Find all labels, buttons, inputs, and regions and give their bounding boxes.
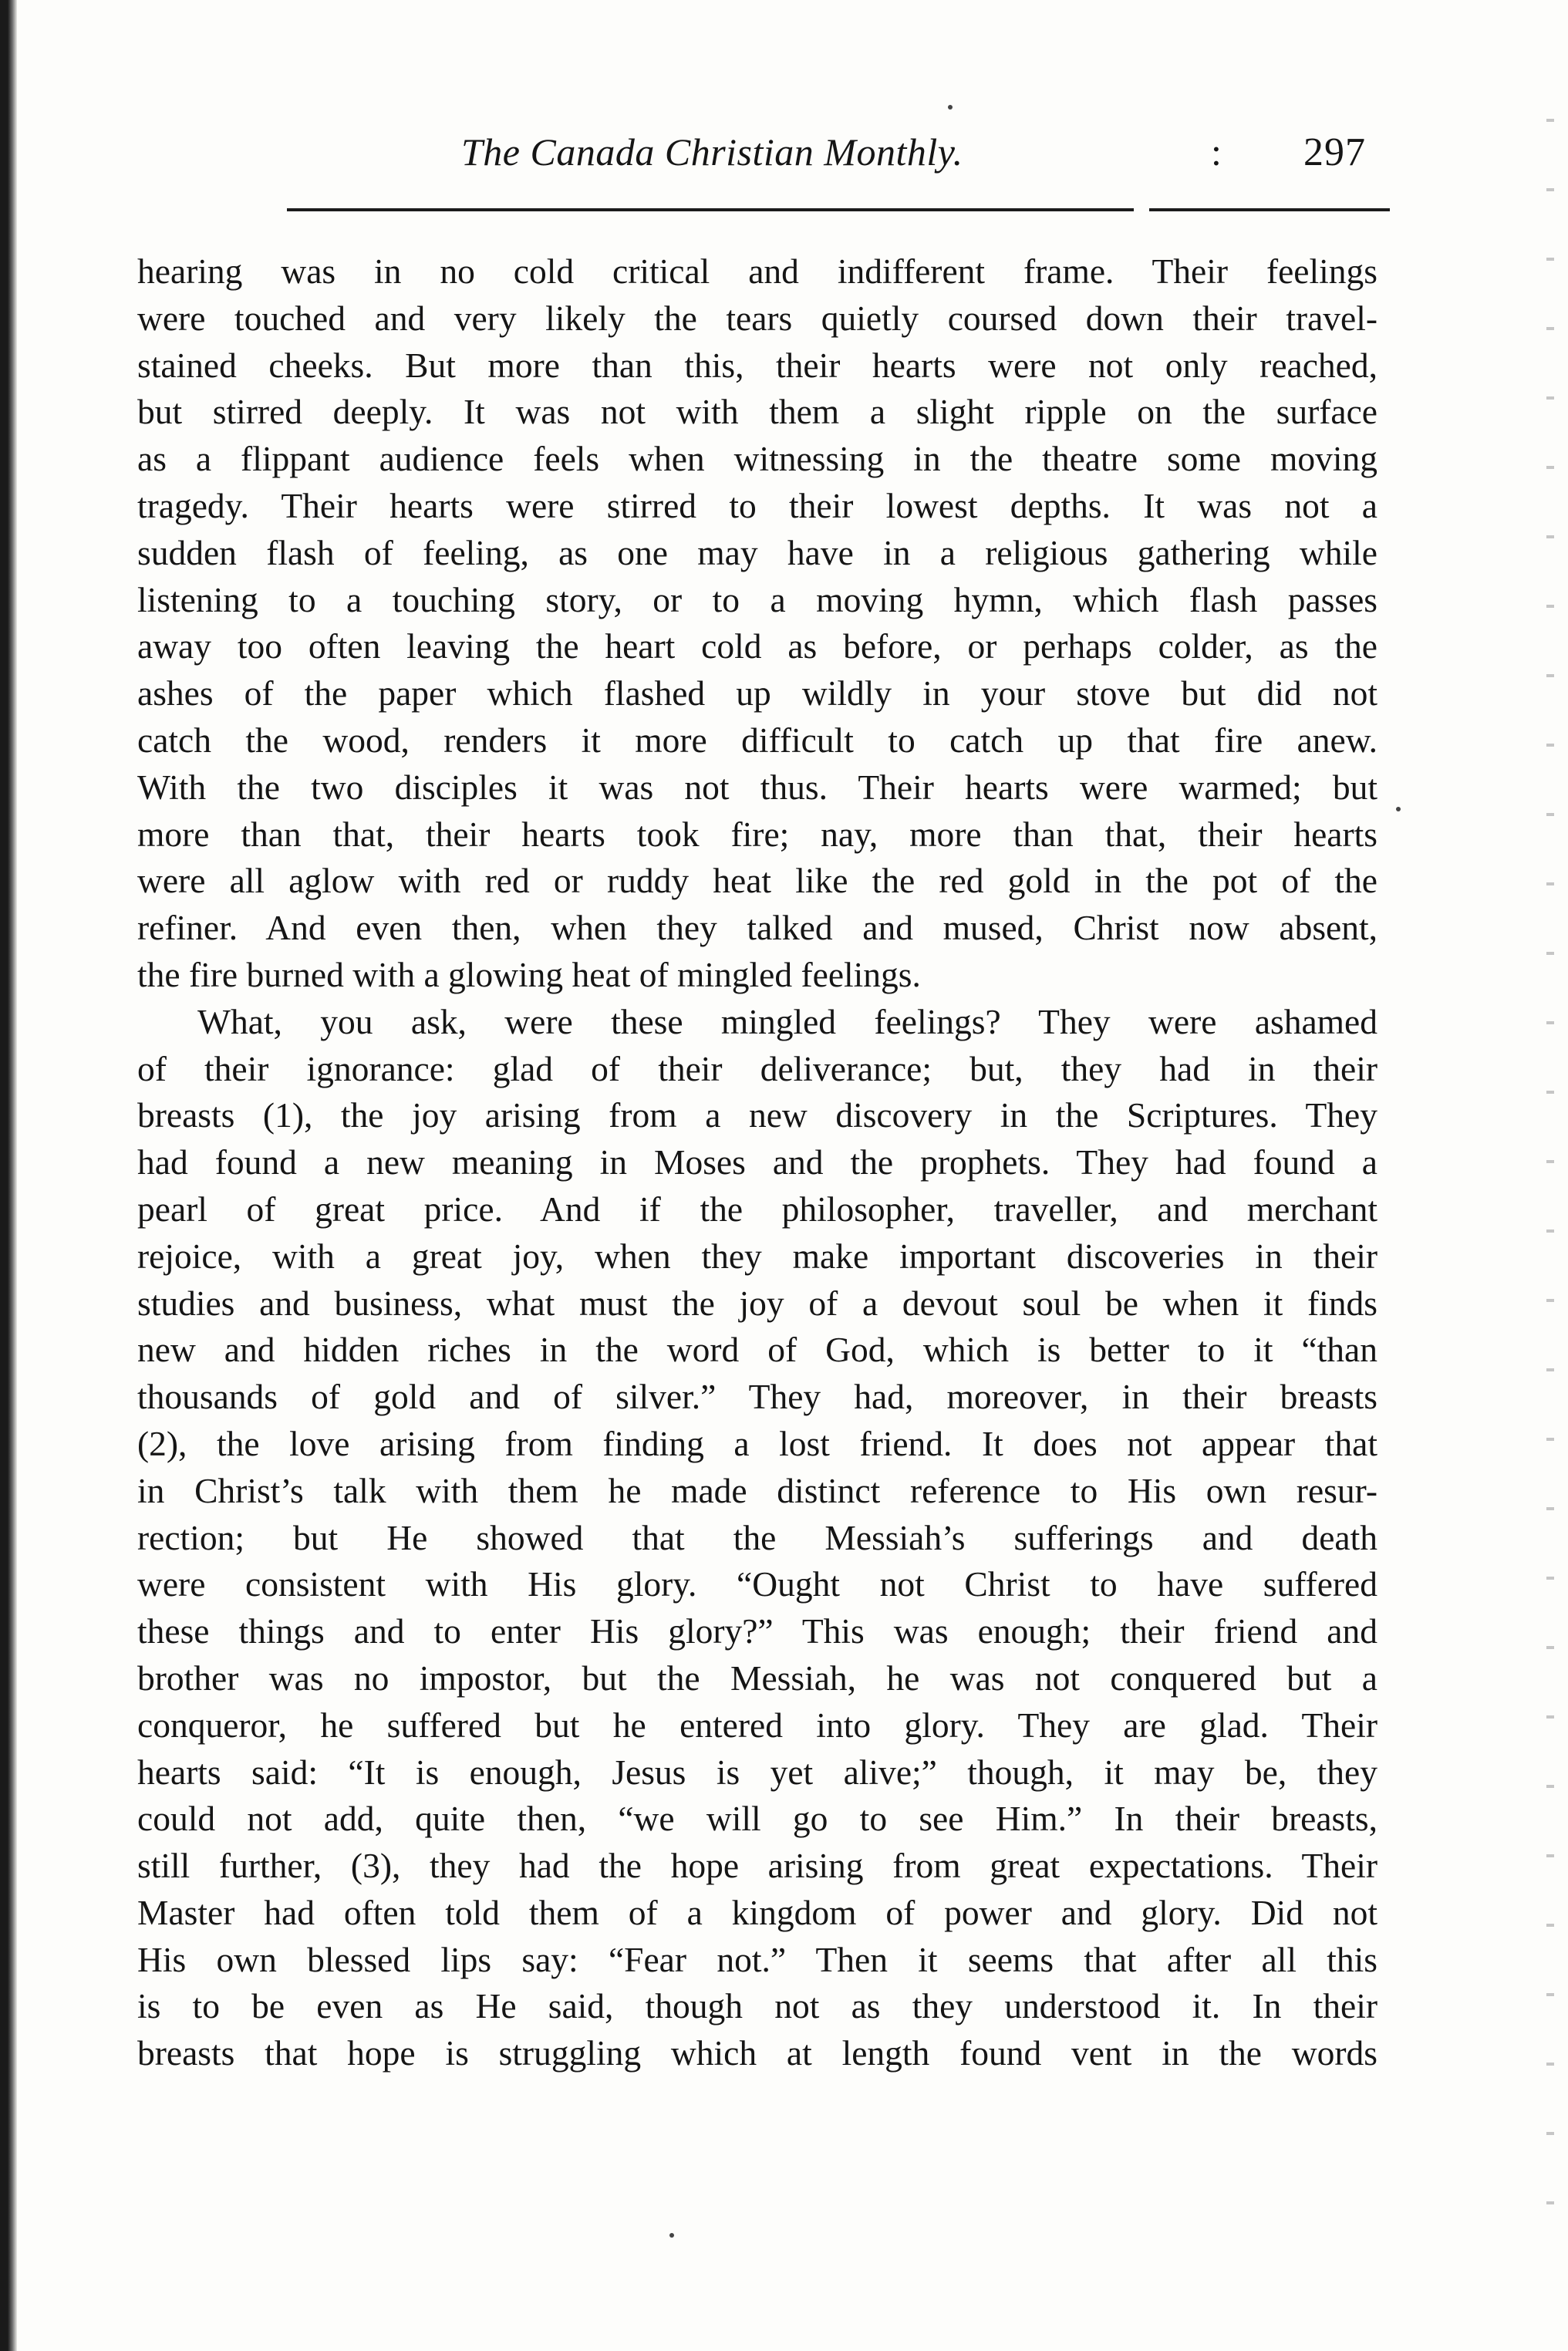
running-header <box>0 130 1568 184</box>
text-line: were touched and very likely the tears quietly coursed down their travel- <box>137 298 1377 338</box>
text-line: but stirred deeply. It was not with them a slight ripple on the surface <box>137 392 1377 432</box>
text-line: new and hidden riches in the word of God, which is better to it “than <box>137 1330 1377 1370</box>
text-line: as a flippant audience feels when witnessing in the theatre some moving <box>137 439 1377 479</box>
text-line: (2), the love arising from finding a lost friend. It does not appear that <box>137 1423 1377 1463</box>
text-line: were consistent with His glory. “Ought not Christ to have suffered <box>137 1564 1377 1604</box>
text-line: refiner. And even then, when they talked and mused, Christ now absent, <box>137 908 1377 948</box>
print-speck <box>948 105 953 110</box>
page-edge-marks <box>1546 93 1554 2252</box>
print-speck <box>1396 807 1401 811</box>
text-line: stained cheeks. But more than this, their hearts were not only reached, <box>137 345 1377 385</box>
text-line: could not add, quite then, “we will go to see Him.” In their breasts, <box>137 1799 1377 1839</box>
page-binding-edge <box>0 0 17 2351</box>
text-line: Master had often told them of a kingdom of power and glory. Did not <box>137 1892 1377 1932</box>
text-line: more than that, their hearts took fire; nay, more than that, their hearts <box>137 814 1377 854</box>
text-line: hearing was in no cold critical and indifferent frame. Their feelings <box>137 251 1377 291</box>
paragraph-end-line: the fire burned with a glowing heat of mingled feelings. <box>137 954 921 994</box>
text-line: tragedy. Their hearts were stirred to their lowest depths. It was not a <box>137 485 1377 525</box>
header-rule <box>287 208 1134 211</box>
header-separator: : <box>1211 130 1222 174</box>
body-text <box>137 248 1377 2077</box>
text-line: His own blessed lips say: “Fear not.” Then it seems that after all this <box>137 1939 1377 1979</box>
header-rule-right <box>1149 208 1390 211</box>
text-line: hearts said: “It is enough, Jesus is yet alive;” though, it may be, they <box>137 1752 1377 1792</box>
text-line: had found a new meaning in Moses and the prophets. They had found a <box>137 1142 1377 1182</box>
text-line: is to be even as He said, though not as they understood it. In their <box>137 1986 1377 2026</box>
text-line: pearl of great price. And if the philosopher, traveller, and merchant <box>137 1189 1377 1229</box>
text-line: ashes of the paper which flashed up wildly in your stove but did not <box>137 673 1377 713</box>
text-line: away too often leaving the heart cold as before, or perhaps colder, as the <box>137 626 1377 666</box>
print-speck <box>669 2233 674 2238</box>
text-line: brother was no impostor, but the Messiah, he was not conquered but a <box>137 1658 1377 1698</box>
text-line: catch the wood, renders it more difficult to catch up that fire anew. <box>137 720 1377 760</box>
text-line: breasts that hope is struggling which at length found vent in the words <box>137 2033 1377 2073</box>
text-line: still further, (3), they had the hope arising from great expectations. Their <box>137 1846 1377 1886</box>
text-line: these things and to enter His glory?” This was enough; their friend and <box>137 1611 1377 1651</box>
text-line: With the two disciples it was not thus. Their hearts were warmed; but <box>137 767 1377 807</box>
text-line: conqueror, he suffered but he entered into glory. They are glad. Their <box>137 1705 1377 1745</box>
text-line: in Christ’s talk with them he made distinct reference to His own resur- <box>137 1470 1377 1510</box>
paragraph-start-line: What, you ask, were these mingled feelings? They were ashamed <box>197 1001 1377 1041</box>
text-line: were all aglow with red or ruddy heat like the red gold in the pot of the <box>137 861 1377 901</box>
text-line: sudden flash of feeling, as one may have in a religious gathering while <box>137 532 1377 572</box>
text-line: studies and business, what must the joy of a devout soul be when it finds <box>137 1283 1377 1323</box>
text-line: breasts (1), the joy arising from a new discovery in the Scriptures. They <box>137 1095 1377 1135</box>
text-line: of their ignorance: glad of their deliverance; but, they had in their <box>137 1048 1377 1088</box>
text-line: rection; but He showed that the Messiah’s sufferings and death <box>137 1517 1377 1557</box>
text-line: thousands of gold and of silver.” They had, moreover, in their breasts <box>137 1377 1377 1417</box>
text-line: rejoice, with a great joy, when they make important discoveries in their <box>137 1236 1377 1276</box>
text-line: listening to a touching story, or to a moving hymn, which flash passes <box>137 579 1377 619</box>
page-number: 297 <box>1303 130 1366 174</box>
running-title: The Canada Christian Monthly. <box>461 130 963 174</box>
